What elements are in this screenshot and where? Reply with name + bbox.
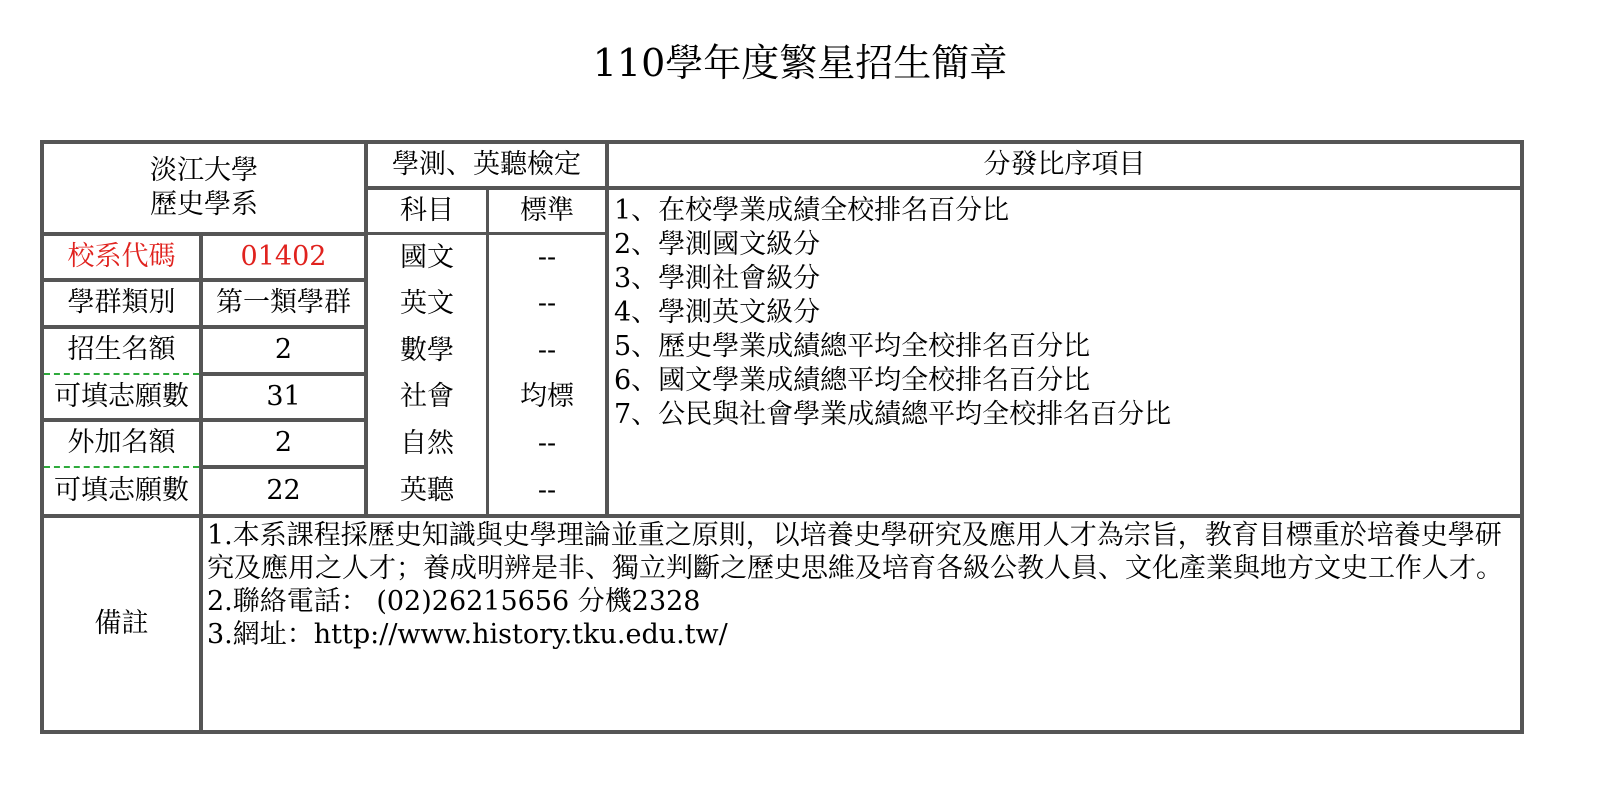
- info-value-choices: 31: [266, 381, 301, 412]
- divider: [40, 514, 1524, 518]
- info-value-extra-quota: 2: [274, 427, 293, 458]
- info-label-extra-choices: 可填志願數: [54, 475, 189, 506]
- divider: [605, 140, 609, 518]
- exam-standard: 均標: [520, 381, 574, 412]
- info-value-quota: 2: [274, 334, 293, 365]
- school-header: [44, 144, 364, 232]
- school-name: 淡江大學: [150, 155, 258, 186]
- remark-line: 3.網址：http://www.history.tku.edu.tw/: [207, 619, 728, 650]
- exam-subject: 數學: [400, 335, 454, 366]
- remarks-label: 備註: [94, 608, 149, 639]
- exam-subject: 英聽: [400, 475, 454, 506]
- department-name: 歷史學系: [150, 189, 258, 220]
- exam-subject: 自然: [400, 428, 454, 459]
- info-label-group: 學群類別: [67, 287, 176, 318]
- exam-subject: 社會: [400, 381, 454, 412]
- ranking-item: 4、學測英文級分: [614, 297, 821, 328]
- info-label-choices: 可填志願數: [54, 381, 189, 412]
- exam-col-standard: 標準: [520, 195, 574, 226]
- exam-standard: --: [537, 428, 557, 459]
- info-label-extra-quota: 外加名額: [67, 427, 176, 458]
- exam-subject: 國文: [400, 242, 454, 273]
- ranking-item: 3、學測社會級分: [614, 263, 821, 294]
- ranking-header: 分發比序項目: [983, 149, 1146, 180]
- ranking-item: 2、學測國文級分: [614, 229, 821, 260]
- info-label-code: 校系代碼: [67, 241, 176, 272]
- info-value-group: 第一類學群: [216, 287, 351, 318]
- remark-line: 1.本系課程採歷史知識與史學理論並重之原則，以培養史學研究及應用人才為宗旨，教育目標重於培養史學研究及應用之人才；養成明辨是非、獨立判斷之歷史思維及培育各級公教人員、文化產業與地方文史工作人才。: [207, 520, 1503, 584]
- exam-header: 學測、英聽檢定: [392, 149, 581, 180]
- exam-standard: --: [537, 335, 557, 366]
- ranking-item: 7、公民與社會學業成績總平均全校排名百分比: [614, 399, 1172, 430]
- exam-col-subject: 科目: [400, 195, 454, 226]
- info-value-extra-choices: 22: [266, 475, 301, 506]
- ranking-item: 5、歷史學業成績總平均全校排名百分比: [614, 331, 1091, 362]
- remarks-content: [207, 519, 1517, 651]
- ranking-item: 6、國文學業成績總平均全校排名百分比: [614, 365, 1091, 396]
- page-title: 110學年度繁星招生簡章: [592, 41, 1008, 85]
- ranking-item: 1、在校學業成績全校排名百分比: [614, 195, 1010, 226]
- exam-standard: --: [537, 475, 557, 506]
- info-value-code: 01402: [240, 241, 327, 272]
- remark-line: 2.聯絡電話： (02)26215656 分機2328: [207, 586, 701, 617]
- info-label-quota: 招生名額: [67, 334, 176, 365]
- divider: [199, 518, 203, 730]
- exam-standard: --: [537, 288, 557, 319]
- exam-standard: --: [537, 242, 557, 273]
- exam-subject: 英文: [400, 288, 454, 319]
